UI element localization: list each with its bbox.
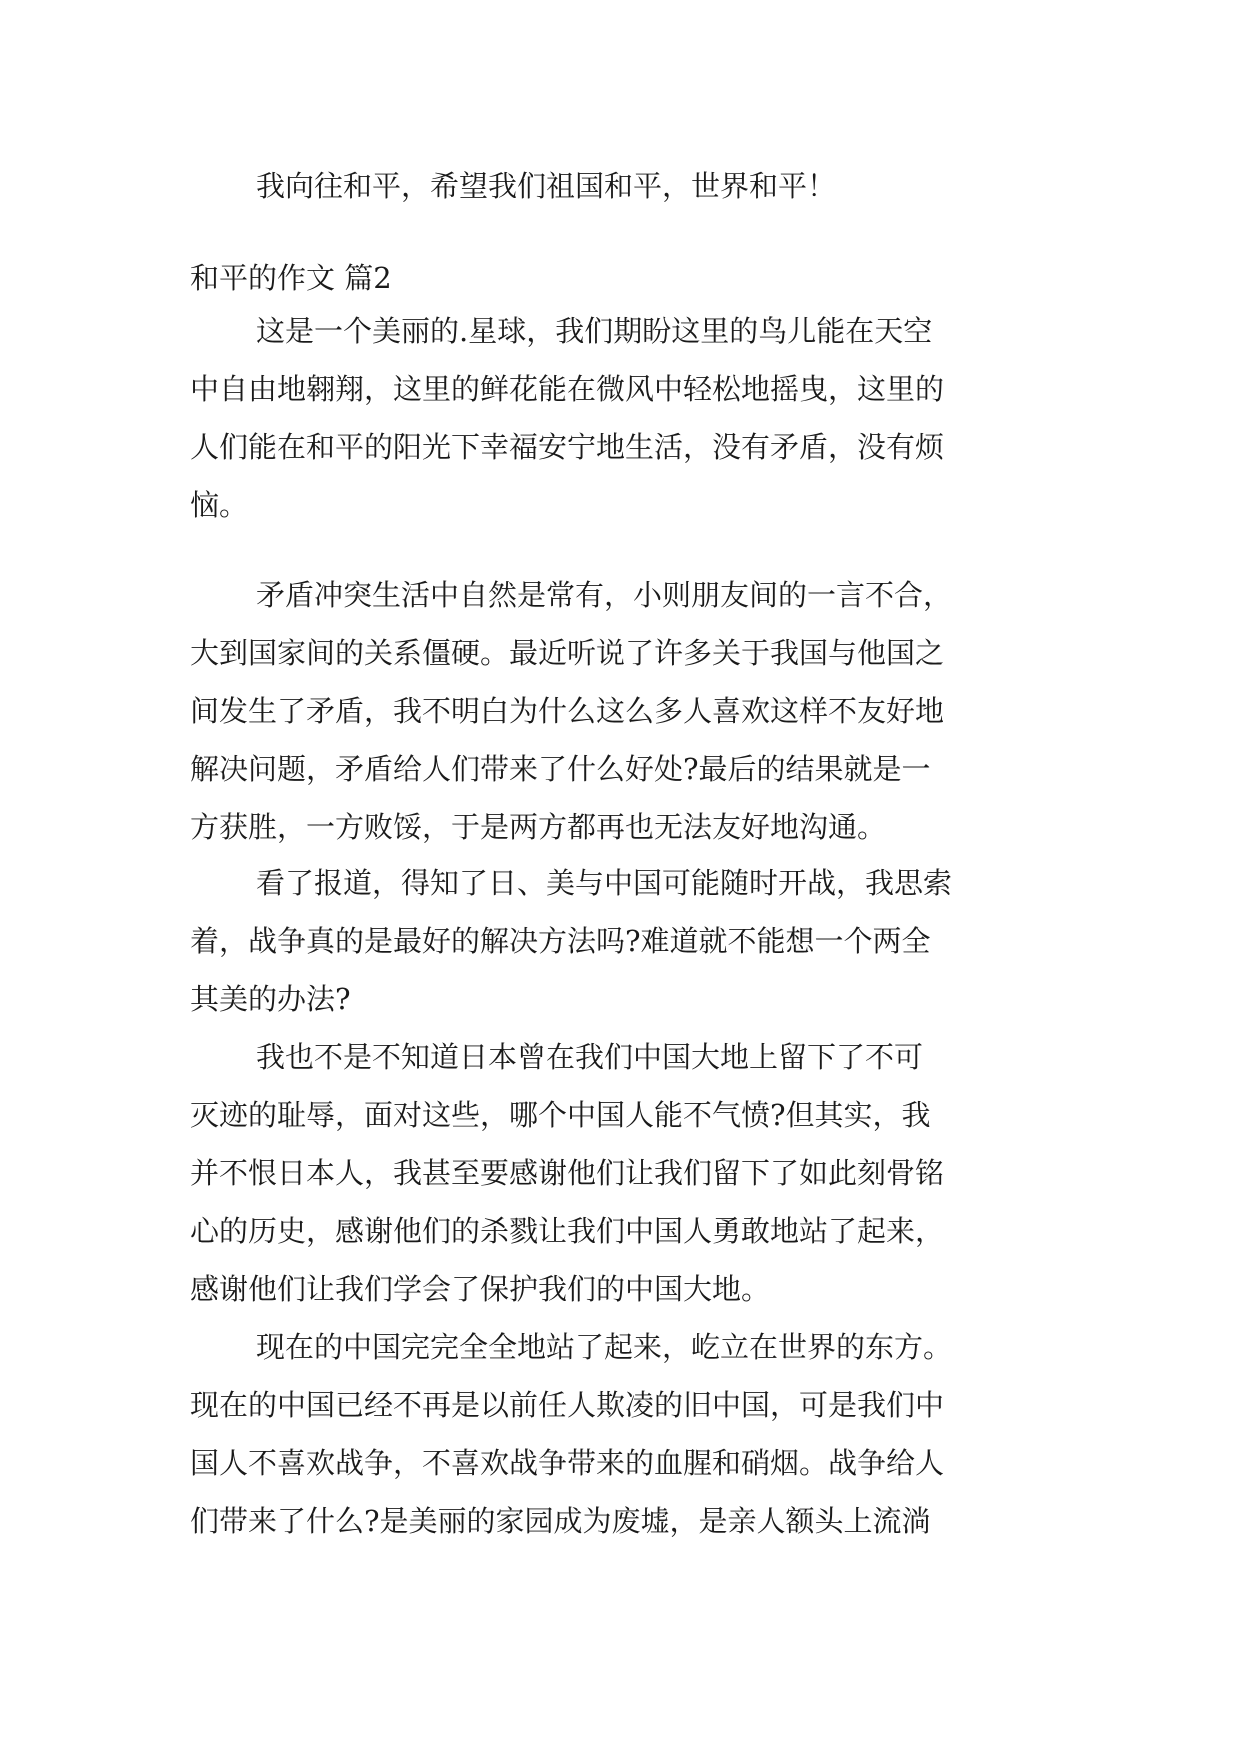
paragraph-line: 中自由地翱翔，这里的鲜花能在微风中轻松地摇曳，这里的 [190,372,945,406]
paragraph-line: 方获胜，一方败馁，于是两方都再也无法友好地沟通。 [190,810,887,844]
paragraph-line: 灭迹的耻辱，面对这些，哪个中国人能不气愤?但其实，我 [190,1098,931,1132]
paragraph-line: 心的历史，感谢他们的杀戮让我们中国人勇敢地站了起来， [190,1214,945,1248]
paragraph-line: 大到国家间的关系僵硬。最近听说了许多关于我国与他国之 [190,636,945,670]
paragraph-line: 着，战争真的是最好的解决方法吗?难道就不能想一个两全 [190,924,931,958]
paragraph-line: 间发生了矛盾，我不明白为什么这么多人喜欢这样不友好地 [190,694,945,728]
intro-line: 我向往和平，希望我们祖国和平，世界和平！ [256,169,837,203]
paragraph-line: 解决问题，矛盾给人们带来了什么好处?最后的结果就是一 [190,752,931,786]
paragraph-line: 现在的中国已经不再是以前任人欺凌的旧中国，可是我们中 [190,1388,945,1422]
paragraph-line: 这是一个美丽的.星球，我们期盼这里的鸟儿能在天空 [256,314,933,348]
paragraph-line: 我也不是不知道日本曾在我们中国大地上留下了不可 [256,1040,924,1074]
paragraph-line: 恼。 [190,488,249,522]
paragraph-line: 们带来了什么?是美丽的家园成为废墟，是亲人额头上流淌 [190,1504,931,1538]
section-heading: 和平的作文 篇2 [190,261,392,295]
paragraph-line: 现在的中国完完全全地站了起来，屹立在世界的东方。 [256,1330,953,1364]
paragraph-line: 矛盾冲突生活中自然是常有，小则朋友间的一言不合， [256,578,953,612]
paragraph-line: 国人不喜欢战争，不喜欢战争带来的血腥和硝烟。战争给人 [190,1446,945,1480]
paragraph-line: 人们能在和平的阳光下幸福安宁地生活，没有矛盾，没有烦 [190,430,945,464]
paragraph-line: 其美的办法? [190,982,351,1016]
paragraph-line: 看了报道，得知了日、美与中国可能随时开战，我思索 [256,866,953,900]
paragraph-line: 并不恨日本人，我甚至要感谢他们让我们留下了如此刻骨铭 [190,1156,945,1190]
paragraph-line: 感谢他们让我们学会了保护我们的中国大地。 [190,1272,771,1306]
